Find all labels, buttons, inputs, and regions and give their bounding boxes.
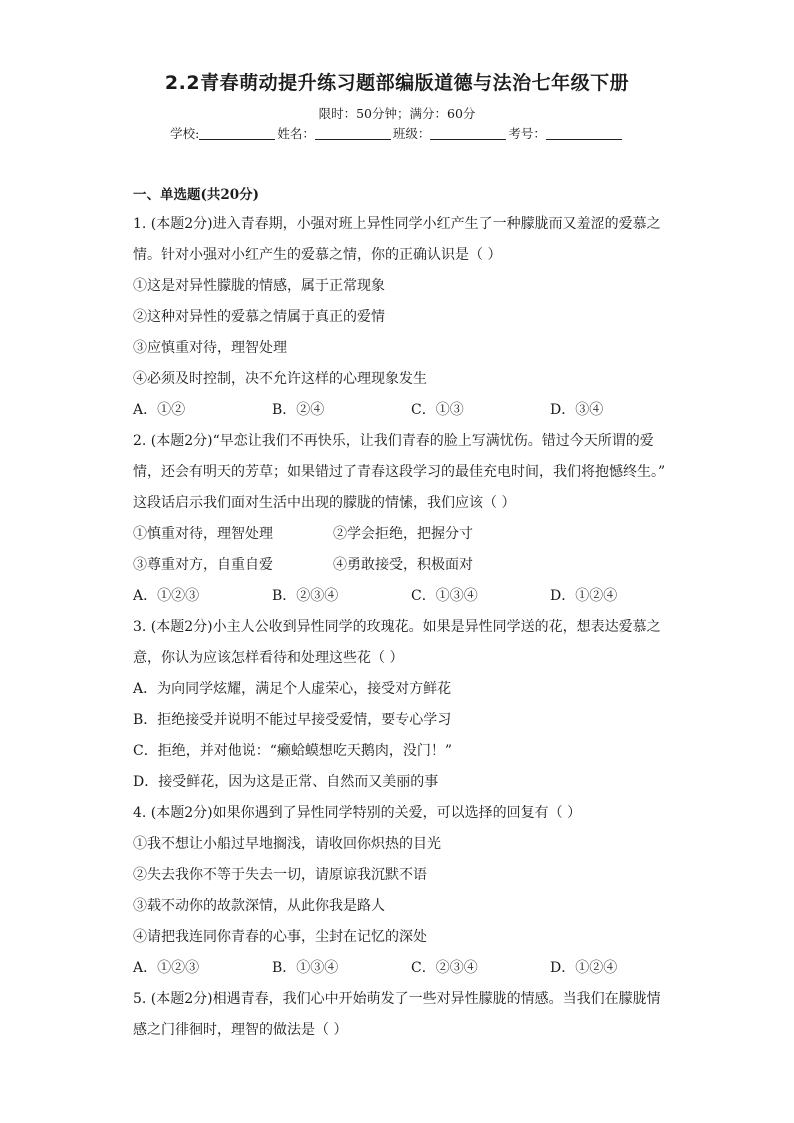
exam-number-label: 考号： [508,126,546,141]
option-b[interactable]: B．拒绝接受并说明不能过早接受爱情，要专心学习 [133,712,452,728]
question-text: 情，还会有明天的芳草；如果错过了青春这段学习的最佳充电时间，我们将抱憾终生。” [133,464,666,480]
statement: ②失去我你不等于失去一切，请原谅我沉默不语 [133,867,427,883]
question-text: 1. (本题2分)进入青春期，小强对班上异性同学小红产生了一种朦胧而又羞涩的爱慕之 [133,216,661,232]
class-label: 班级： [392,126,431,141]
question-5 [133,984,673,1046]
question-text: 意，你认为应该怎样看待和处理这些花（ ） [133,650,404,666]
section-title: 一、单选题(共20分) [133,187,260,203]
option-b[interactable]: B．②④ [272,402,325,418]
class-blank[interactable] [430,127,506,140]
question-text: 4. (本题2分)如果你遇到了异性同学特别的关爱，可以选择的回复有（ ） [133,805,582,821]
option-d[interactable]: D．①②④ [550,588,618,604]
statement: ③载不动你的故款深情，从此你我是路人 [133,898,385,914]
exam-number-blank[interactable] [546,127,622,140]
option-c[interactable]: C．拒绝，并对他说：“癞蛤蟆想吃天鹅肉，没门！” [133,743,453,759]
option-a[interactable]: A．①②③ [133,588,200,604]
option-d[interactable]: D．①②④ [550,960,618,976]
answer-options [133,581,673,612]
answer-options [133,953,673,984]
time-score-info: 限时：50分钟；满分：60分 [318,106,476,121]
question-text: 感之门徘徊时，理智的做法是（ ） [133,1022,348,1038]
statement: ①慎重对待，理智处理 [133,526,273,542]
option-b[interactable]: B．①③④ [272,960,339,976]
name-label: 姓名： [277,126,315,141]
option-b[interactable]: B．②③④ [272,588,339,604]
name-blank[interactable] [315,127,391,140]
question-text: 情。针对小强对小红产生的爱慕之情，你的正确认识是（ ） [133,247,502,263]
question-4 [133,798,673,984]
statement: ②这种对异性的爱慕之情属于真正的爱情 [133,309,385,325]
statement: ④请把我连同你青春的心事，尘封在记忆的深处 [133,929,427,945]
option-c[interactable]: C．②③④ [411,960,478,976]
option-c[interactable]: C．①③④ [411,588,478,604]
answer-options [133,395,673,426]
statement: ③应慎重对待，理智处理 [133,340,287,356]
option-a[interactable]: A．①② [133,402,186,418]
question-list [133,181,673,1046]
statement: ①这是对异性朦胧的情感，属于正常现象 [133,278,385,294]
question-2 [133,426,673,612]
statement: ③尊重对方，自重自爱 [133,557,273,573]
question-text: 这段话启示我们面对生活中出现的朦胧的情愫，我们应该（ ） [133,495,516,511]
statement: ④必须及时控制，决不允许这样的心理现象发生 [133,371,427,387]
option-c[interactable]: C．①③ [411,402,464,418]
option-a[interactable]: A．①②③ [133,960,200,976]
student-info-fields [0,124,794,142]
question-1 [133,209,673,426]
question-text: 5. (本题2分)相遇青春，我们心中开始萌发了一些对异性朦胧的情感。当我们在朦胧情 [133,991,661,1007]
option-d[interactable]: D．接受鲜花，因为这是正常、自然而又美丽的事 [133,774,439,790]
question-text: 3. (本题2分)小主人公收到异性同学的玫瑰花。如果是异性同学送的花，想表达爱慕之 [133,619,661,635]
option-d[interactable]: D．③④ [550,402,604,418]
statement-row [133,519,673,550]
question-3 [133,612,673,798]
question-text: 2. (本题2分)“早恋让我们不再快乐，让我们青春的脸上写满忧伤。错过今天所谓的爱 [133,433,654,449]
statement-row [133,550,673,581]
statement: ④勇敢接受，积极面对 [333,557,473,573]
statement: ①我不想让小船过早地搁浅，请收回你炽热的目光 [133,836,441,852]
school-blank[interactable] [199,127,275,140]
school-label: 学校: [170,126,200,141]
page-title: 2.2青春萌动提升练习题部编版道德与法治七年级下册 [164,72,630,94]
option-a[interactable]: A．为向同学炫耀，满足个人虚荣心，接受对方鲜花 [133,681,452,697]
statement: ②学会拒绝，把握分寸 [333,526,473,542]
